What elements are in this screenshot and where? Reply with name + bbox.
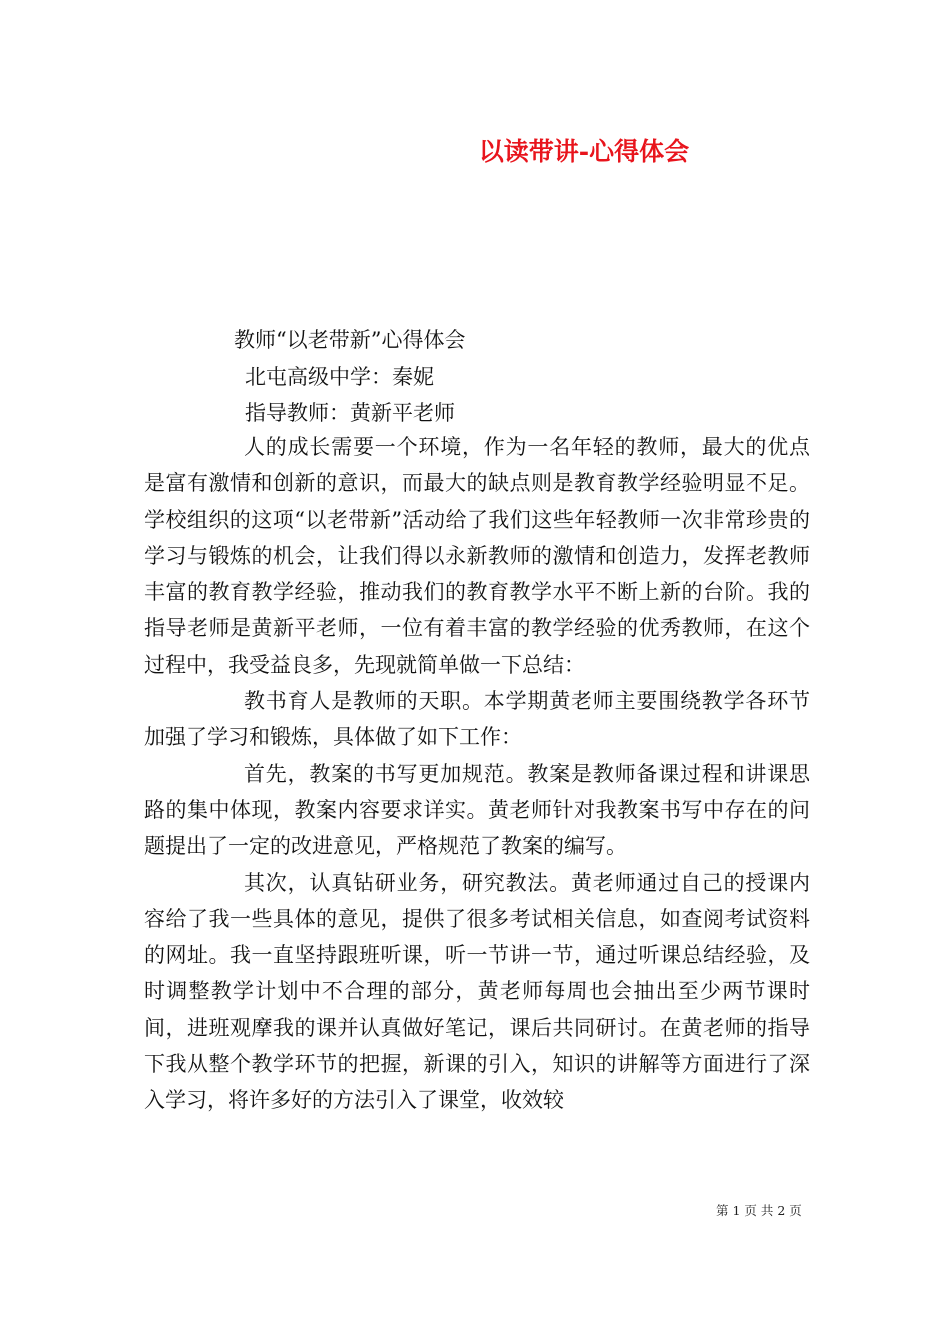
document-subtitle: 教师“以老带新”心得体会 <box>234 328 466 352</box>
mentor-line: 指导教师：黄新平老师 <box>245 401 455 425</box>
paragraph: 首先，教案的书写更加规范。教案是教师备课过程和讲课思路的集中体现，教案内容要求详实。黄老师针对我教案书写中存在的问题提出了一定的改进意见，严格规范了教案的编写。 <box>144 761 810 859</box>
paragraph: 其次，认真钻研业务，研究教法。黄老师通过自己的授课内容给了我一些具体的意见，提供了很多考试相关信息，如查阅考试资料的网址。我一直坚持跟班听课，听一节讲一节，通过听课总结经验，及时调整教学计划中不合理的部分，黄老师每周也会抽出至少两节课时间，进班观摩我的课并认真做好笔记，课后共同研讨。在黄老师的指导下我从整个教学环节的把握，新课的引入，知识的讲解等方面进行了深入学习，将许多好的方法引入了课堂，收效较 <box>144 870 810 1113</box>
paragraph: 教书育人是教师的天职。本学期黄老师主要围绕教学各环节加强了学习和锻炼，具体做了如下工作： <box>144 689 810 750</box>
author-line: 北屯高级中学：秦妮 <box>245 365 434 389</box>
document-title: 以读带讲-心得体会 <box>478 137 690 166</box>
page-footer: 第 1 页 共 2 页 <box>716 1203 802 1218</box>
paragraph: 人的成长需要一个环境，作为一名年轻的教师，最大的优点是富有激情和创新的意识，而最大的缺点则是教育教学经验明显不足。学校组织的这项“以老带新”活动给了我们这些年轻教师一次非常珍贵的学习与锻炼的机会，让我们得以永新教师的激情和创造力，发挥老教师丰富的教育教学经验，推动我们的教育教学水平不断上新的台阶。我的指导老师是黄新平老师，一位有着丰富的教学经验的优秀教师，在这个过程中，我受益良多，先现就简单做一下总结： <box>144 435 810 677</box>
document-body <box>144 429 810 1119</box>
